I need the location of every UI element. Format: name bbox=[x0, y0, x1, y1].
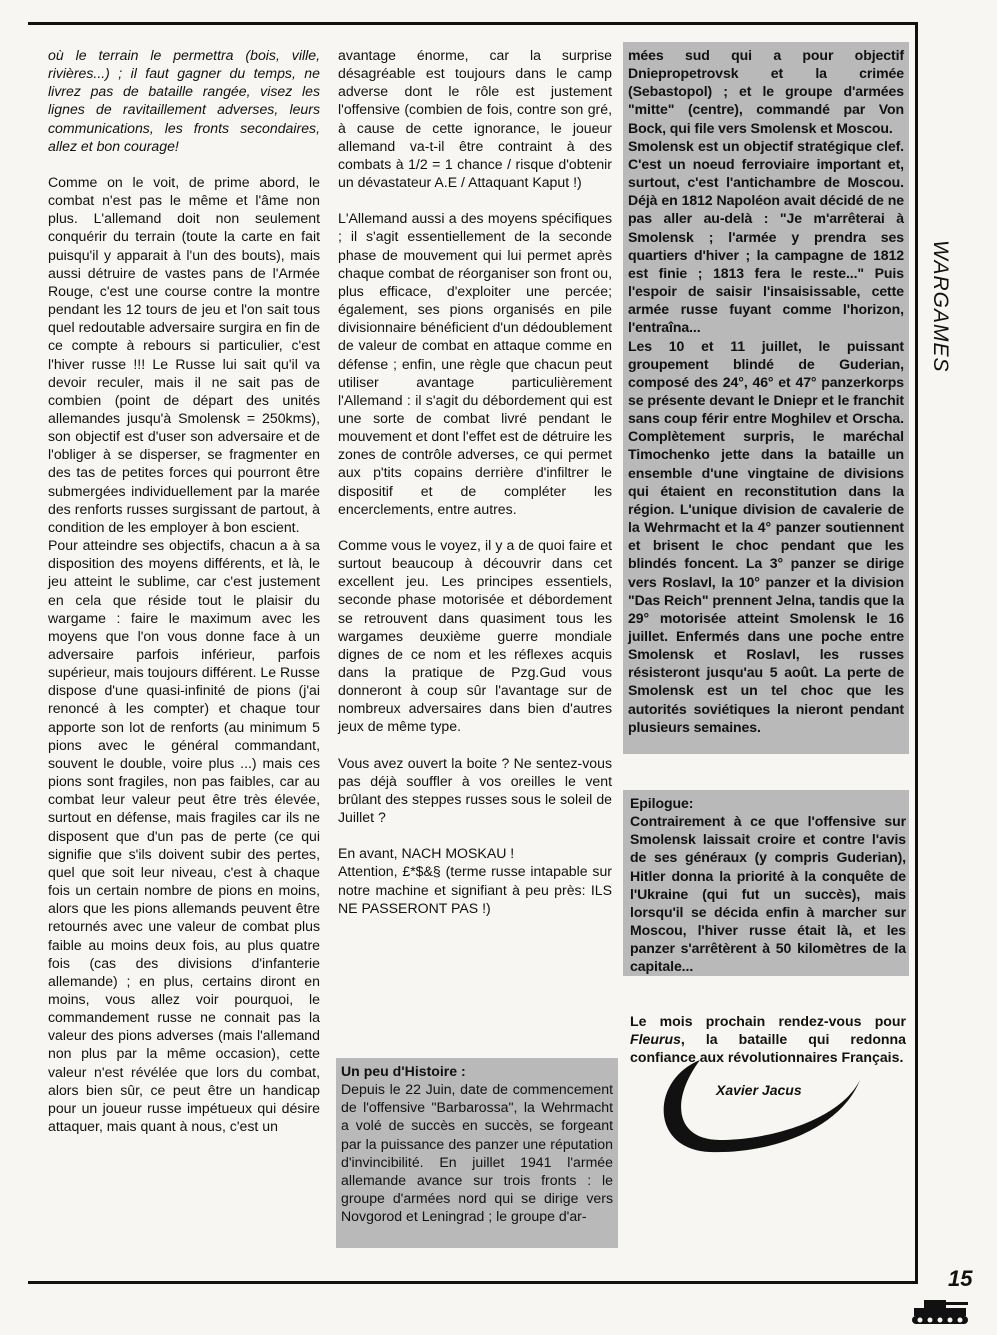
epilogue-heading: Epilogue: bbox=[630, 795, 694, 811]
col2-paragraph-1: avantage énorme, car la surprise désagréable est toujours dans le camp adverse dont le rôle est justement l'offensive (combien de fois, contre son gré, à cause de cette ignorance, le joueur allemand va-t-il être contraint à des combats à 1/2 = 1 chance / risque d'obtenir un dévastateur A.E / Attaquant Kaput !) bbox=[338, 47, 612, 191]
col2-paragraph-2: L'Allemand aussi a des moyens spécifiques ; il s'agit essentiellement de la seconde phase de mouvement qui lui permet après chaque combat de réorganiser son front ou, plus efficace, d'exploiter une percée; également, ses pions organisés en pile divisionnaire bénéficient d'un dédoublement de valeur de combat en attaque comme en défense ; enfin, une règle que chacun peut utiliser avantage particulièrement l'Allemand : il s'agit du débordement qui est une sorte de combat livré pendant le mouvement et dont l'effet est de détruire les zones de contrôle adverses, ce qui permet aux p'tits copains derrière d'infiltrer le dispositif et de compléter les encerclements, entre autres. bbox=[338, 210, 612, 517]
column-2 bbox=[338, 46, 612, 917]
closing-emph: Fleurus bbox=[630, 1031, 681, 1048]
col1-paragraph-2: Comme on le voit, de prime abord, le combat n'est pas le même et l'âme non plus. L'allemand doit non seulement conquérir du terrain (toute la carte en fait puisqu'il y apparait à l'un des bouts), mais aussi détruire de vastes pans de l'Armée Rouge, c'est une course contre la montre pendant les 12 tours de jeu et l'on sait tous quel redoutable adversaire surgira en fin de ce compte à rebours si particulier, c'est l'hiver russe !!! Le Russe lui sait qu'il va devoir reculer, mais il ne sait pas de combien (point de départ des unités allemandes jusqu'à Smolensk = 250kms), son objectif est d'user son adversaire et de l'obliger à se disperser, se fragmenter en des tas de petites forces qui pourront être submergées individuellement par la marée des renforts russes surgissant de partout, à condition de les employer à bon escient. bbox=[48, 173, 320, 535]
col2-paragraph-3: Comme vous le voyez, il y a de quoi faire et surtout beaucoup à découvrir dans cet excellent jeu. Les principes essentiels, seconde phase motorisée et débordement se retrouvent dans quasiment tous les wargames deuxième guerre mondiale dignes de ce nom et les réflexes acquis dans la pratique de Pzg.Gud vous donneront à coup sûr l'avantage sur de nombreux adversaires dans bien d'autres jeux de même type. bbox=[338, 536, 612, 735]
epilogue-text: Contrairement à ce que l'offensive sur Smolensk laissait croire et contre l'avis de ses généraux (y compris Guderian), Hitler donna la priorité à la conquête de l'Ukraine (qui fut un succès), mais lorsqu'il se décida enfin à marcher sur Moscou, l'hiver russe était là, et les panzer s'arrêtèrent à 50 kilomètres de la capitale... bbox=[630, 813, 906, 975]
col3-paragraph-1: mées sud qui a pour objectif Dniepropetrovsk et la crimée (Sebastopol) ; et le groupe d'armées "mitte" (centre), commandé par Von Bock, qui file vers Smolensk et Moscou. bbox=[628, 47, 904, 136]
col1-paragraph-3: Pour atteindre ses objectifs, chacun a à sa disposition des moyens différents, et là, le jeu atteint le sublime, car c'est justement en cela que réside tout le plaisir du wargame : faire le maximum avec les moyens que l'on vous donne face à un adversaire parfois inférieur, parfois supérieur, mais toujours différent. Le Russe dispose d'une quasi-infinité de pions (j'ai renoncé à les compter) et chaque tour apporte son lot de renforts (au minimum 5 pions avec le général commandant, souvent le double, voire plus ...) mais ces pions sont fragiles, non pas faibles, car au combat leur valeur peut être très élevée, surtout en défense, mais fragiles car ils ne disposent que d'un pas de perte (ce qui signifie que s'ils doivent subir des pertes, quel que soit leur niveau, c'est à chaque fois un certain nombre de pions en moins, alors que les pions allemands peuvent être retournés avec une valeur de combat plus faible au moins deux fois, au plus quatre fois (cas des divisions d'infanterie allemande) ; en plus, certains diront en moins, vous allez voir pourquoi, le commandement russe ne connait pas la valeur des pions adverses (mais l'allemand non plus par la même occasion), cette valeur n'est révélée que lors du combat, alors bien sûr, ce peut être un handicap pour un joueur russe impétueux qui désire attaquer, mais quant à nous, c'est un bbox=[48, 537, 320, 1135]
page-number: 15 bbox=[948, 1266, 973, 1291]
author-signature: Xavier Jacus bbox=[716, 1082, 802, 1098]
epilogue bbox=[630, 794, 906, 976]
col2-paragraph-4: Vous avez ouvert la boite ? Ne sentez-vous pas déjà souffler à vos oreilles le vent brûlant des steppes russes sous le soleil de Juillet ? bbox=[338, 754, 612, 826]
history-heading: Un peu d'Histoire : bbox=[341, 1063, 466, 1079]
col3-paragraph-3: Les 10 et 11 juillet, le puissant groupement blindé de Guderian, composé des 24°, 46° et 47° panzerkorps se présente devant le Dniepr et le franchit sans coup férir entre Moghilev et Orscha. Complètement surpris, le maréchal Timochenko jette dans la bataille un ensemble d'une vingtaine de divisions qui étaient en reconstitution dans la région. L'unique division de cavalerie de la Wehrmacht et la 4° panzer soutiennent et brisent le choc pendant que les blindés foncent. La 3° panzer se dirige vers Roslavl, la 10° panzer et la division "Das Reich" prennent Jelna, tandis que la 29° motorisée atteint Smolensk le 16 juillet. Enfermés dans une poche entre Smolensk et Roslavl, les russes résisteront jusqu'au 5 août. La perte de Smolensk est un tel choc que les autorités soviétiques la nieront pendant plusieurs semaines. bbox=[628, 337, 904, 735]
signature-swirl-icon bbox=[640, 1040, 870, 1160]
col2-paragraph-5: En avant, NACH MOSKAU ! bbox=[338, 845, 515, 862]
closing-before: Le mois prochain rendez-vous pour bbox=[630, 1013, 906, 1029]
col2-paragraph-6: Attention, £*$&§ (terme russe intapable sur notre machine et signifiant à peu près: ILS NE PASSERONT PAS !) bbox=[338, 863, 612, 916]
col3-paragraph-2: Smolensk est un objectif stratégique clef. C'est un noeud ferroviaire important et, surtout, c'est l'antichambre de Moscou. Déjà en 1812 Napoléon avait décidé de ne pas aller au-delà : "Je m'arrêterai à Smolensk ; l'armée y prendra ses quartiers d'hiver ; la campagne de 1812 est finie ; 1813 fera le reste..." Puis l'espoir de saisir l'insaisissable, cette armée russe fuyant comme l'horizon, l'entraîna... bbox=[628, 137, 904, 336]
closing-after: , la bataille qui redonna confiance aux révolutionnaires Français. bbox=[630, 1031, 906, 1066]
tank-icon bbox=[910, 1296, 970, 1326]
column-3 bbox=[628, 46, 904, 736]
col1-paragraph-1: où le terrain le permettra (bois, ville, rivières...) ; il faut gagner du temps, ne livrez pas de bataille rangée, visez les lignes de ravitaillement adverses, leurs communications, les fronts secondaires, allez et bon courage! bbox=[48, 47, 320, 154]
section-label: WARGAMES bbox=[929, 240, 952, 373]
history-intro-text: Depuis le 22 Juin, date de commencement de l'offensive "Barbarossa", la Wehrmacht a volé de succès en succès, se forgeant par la puissance des panzer une réputation d'invincibilité. En juillet 1941 l'armée allemande avance sur trois fronts : le groupe d'armées nord qui se dirige vers Novgorod et Leningrad ; le groupe d'ar- bbox=[341, 1081, 613, 1225]
history-intro bbox=[341, 1062, 613, 1225]
column-1 bbox=[48, 46, 320, 1135]
